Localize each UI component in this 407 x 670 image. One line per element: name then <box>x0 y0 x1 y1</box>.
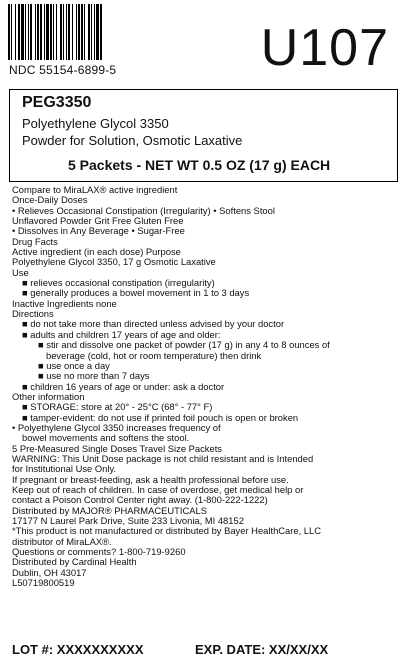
label-line: If pregnant or breast-feeding, ask a health professional before use. <box>12 473 289 485</box>
label-line: ■ use no more than 7 days <box>38 370 150 382</box>
label-line: *This product is not manufactured or distributed by Bayer HealthCare, LLC <box>12 525 322 537</box>
product-quantity: 5 Packets - NET WT 0.5 OZ (17 g) EACH <box>68 157 331 173</box>
product-generic: Polyethylene Glycol 3350 <box>22 116 169 131</box>
label-line: WARNING: This Unit Dose package is not child resistant and is Intended <box>12 452 314 464</box>
expiration-date: EXP. DATE: XX/XX/XX <box>195 642 329 657</box>
label-line: Use <box>12 266 29 278</box>
label-line: ■ children 16 years of age or under: ask a doctor <box>22 380 225 392</box>
label-line: Unflavored Powder Grit Free Gluten Free <box>12 215 184 227</box>
label-line: Distributed by Cardinal Health <box>12 556 137 568</box>
label-line: Drug Facts <box>12 235 58 247</box>
label-line: • Polyethylene Glycol 3350 increases frequency of <box>12 421 221 433</box>
unit-code: U107 <box>260 19 389 77</box>
label-line: 5 Pre-Measured Single Doses Travel Size Packets <box>12 442 222 454</box>
label-line: ■ do not take more than directed unless advised by your doctor <box>22 318 285 330</box>
label-line: Distributed by MAJOR® PHARMACEUTICALS <box>12 504 207 516</box>
label-line: Compare to MiraLAX® active ingredient <box>12 184 178 195</box>
product-name: PEG3350 <box>22 94 92 111</box>
label-line: ■ relieves occasional constipation (irregularity) <box>22 277 215 289</box>
label-line: ■ tamper-evident: do not use if printed foil pouch is open or broken <box>22 411 299 423</box>
label-line: Questions or comments? 1-800-719-9260 <box>12 546 186 558</box>
label-line: ■ adults and children 17 years of age and older: <box>22 328 221 340</box>
label-line: 17177 N Laurel Park Drive, Suite 233 Livonia, MI 48152 <box>12 515 244 526</box>
product-form: Powder for Solution, Osmotic Laxative <box>22 133 243 148</box>
label-line: ■ stir and dissolve one packet of powder (17 g) in any 4 to 8 ounces of <box>38 339 330 351</box>
label-line: Inactive Ingredients none <box>12 297 117 309</box>
label-line: • Dissolves in Any Beverage • Sugar-Free <box>12 225 185 237</box>
barcode-bar <box>102 4 103 60</box>
label-line: Directions <box>12 308 54 320</box>
label-line: Dublin, OH 43017 <box>12 566 87 578</box>
label-line: Keep out of reach of children. In case of overdose, get medical help or <box>12 483 304 495</box>
barcode <box>8 4 188 60</box>
label-text <box>12 185 404 588</box>
label-line: for Institutional Use Only. <box>12 463 117 475</box>
label-line: Other information <box>12 390 85 402</box>
label-line: Polyethylene Glycol 3350, 17 g Osmotic Laxative <box>12 256 216 268</box>
label-line: ■ STORAGE: store at 20° - 25°C (68° - 77° F) <box>22 401 213 413</box>
label-line: • Relieves Occasional Constipation (Irregularity) • Softens Stool <box>12 204 275 216</box>
label-line: beverage (cold, hot or room temperature) then drink <box>46 349 262 361</box>
label-line: Once-Daily Doses <box>12 194 88 206</box>
label-line: ■ use once a day <box>38 359 110 371</box>
label-line: distributor of MiraLAX®. <box>12 535 112 547</box>
label-line: bowel movements and softens the stool. <box>22 432 190 444</box>
lot-number: LOT #: XXXXXXXXXX <box>12 642 144 657</box>
label-line: contact a Poison Control Center right away. (1-800-222-1222) <box>12 494 268 506</box>
label-line: L50719800519 <box>12 577 75 589</box>
label-line: ■ generally produces a bowel movement in 1 to 3 days <box>22 287 250 299</box>
ndc-number: NDC 55154-6899-5 <box>9 63 117 77</box>
product-box <box>9 89 398 182</box>
label-line: Active ingredient (in each dose) Purpose <box>12 246 181 258</box>
